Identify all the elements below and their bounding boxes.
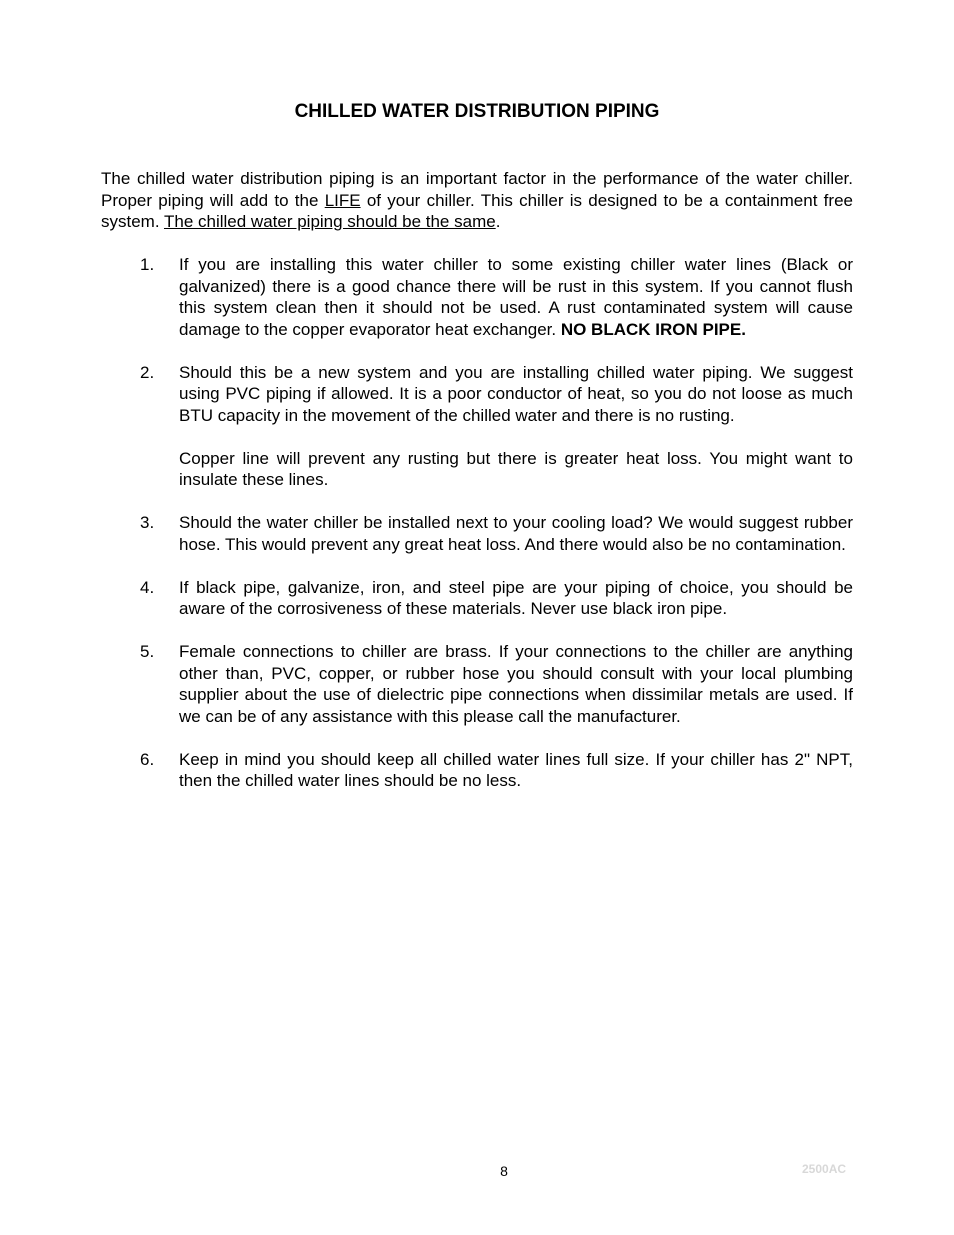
list-text: Female connections to chiller are brass. If your connections to the chiller are anything other than, PVC, copper, or rubber hose you should consult with your local plumbing supplier about the use of dielectric pipe connections when dissimilar metals are used. If we can be of any assistance with this please call the manufacturer. — [179, 642, 853, 726]
list-item-4 — [101, 577, 853, 620]
list-text: Should this be a new system and you are installing chilled water piping. We suggest using PVC piping if allowed. It is a poor conductor of heat, so you do not loose as much BTU capacity in the movement of the chilled water and there is no rusting. — [179, 362, 853, 425]
list-item-1 — [101, 254, 853, 340]
intro-underlined-life: LIFE — [324, 190, 361, 210]
list-number: 5. — [140, 642, 155, 661]
list-number: 1. — [140, 255, 155, 274]
list-text: If you are installing this water chiller to some existing chiller water lines (Black or galvanized) there is a good chance there will be rust in this system. If you cannot flush this system clean then it should not be used. A rust contaminated system will cause damage to the copper evaporator heat exchanger. — [179, 255, 853, 339]
list-number: 6. — [140, 749, 155, 769]
list-item-5 — [101, 641, 853, 727]
list-text: Keep in mind you should keep all chilled water lines full size. If your chiller has 2" NPT, then the chilled water lines should be no less. — [179, 749, 853, 790]
intro-underlined-statement: The chilled water piping should be the same — [163, 212, 496, 231]
list-number: 4. — [140, 577, 155, 597]
list-item-6 — [101, 749, 853, 792]
document-code: 2500AC — [802, 1162, 847, 1176]
page-number: 8 — [500, 1163, 508, 1179]
list-text: Should the water chiller be installed next to your cooling load? We would suggest rubber hose. This would prevent any great heat loss. And there would also be no contamination. — [179, 513, 853, 554]
list-item-2 — [101, 362, 853, 491]
numbered-list — [101, 254, 853, 813]
page-title: CHILLED WATER DISTRIBUTION PIPING — [294, 101, 660, 122]
list-text: If black pipe, galvanize, iron, and steel pipe are your piping of choice, you should be aware of the corrosiveness of these materials. Never use black iron pipe. — [179, 577, 853, 618]
intro-text-2: of your chiller. This chiller is designed to be a containment free system. — [101, 190, 853, 231]
list-number: 3. — [140, 513, 155, 532]
list-bold-warning: NO BLACK IRON PIPE. — [560, 319, 746, 339]
list-text-secondary: Copper line will prevent any rusting but there is greater heat loss. You might want to insulate these lines. — [179, 448, 853, 489]
list-number: 2. — [140, 362, 155, 382]
intro-paragraph — [101, 168, 853, 233]
intro-text-3: . — [495, 212, 501, 231]
intro-text-1: The chilled water distribution piping is an important factor in the performance of the water chiller. Proper piping will add to the — [101, 169, 853, 210]
list-item-3 — [101, 512, 853, 555]
